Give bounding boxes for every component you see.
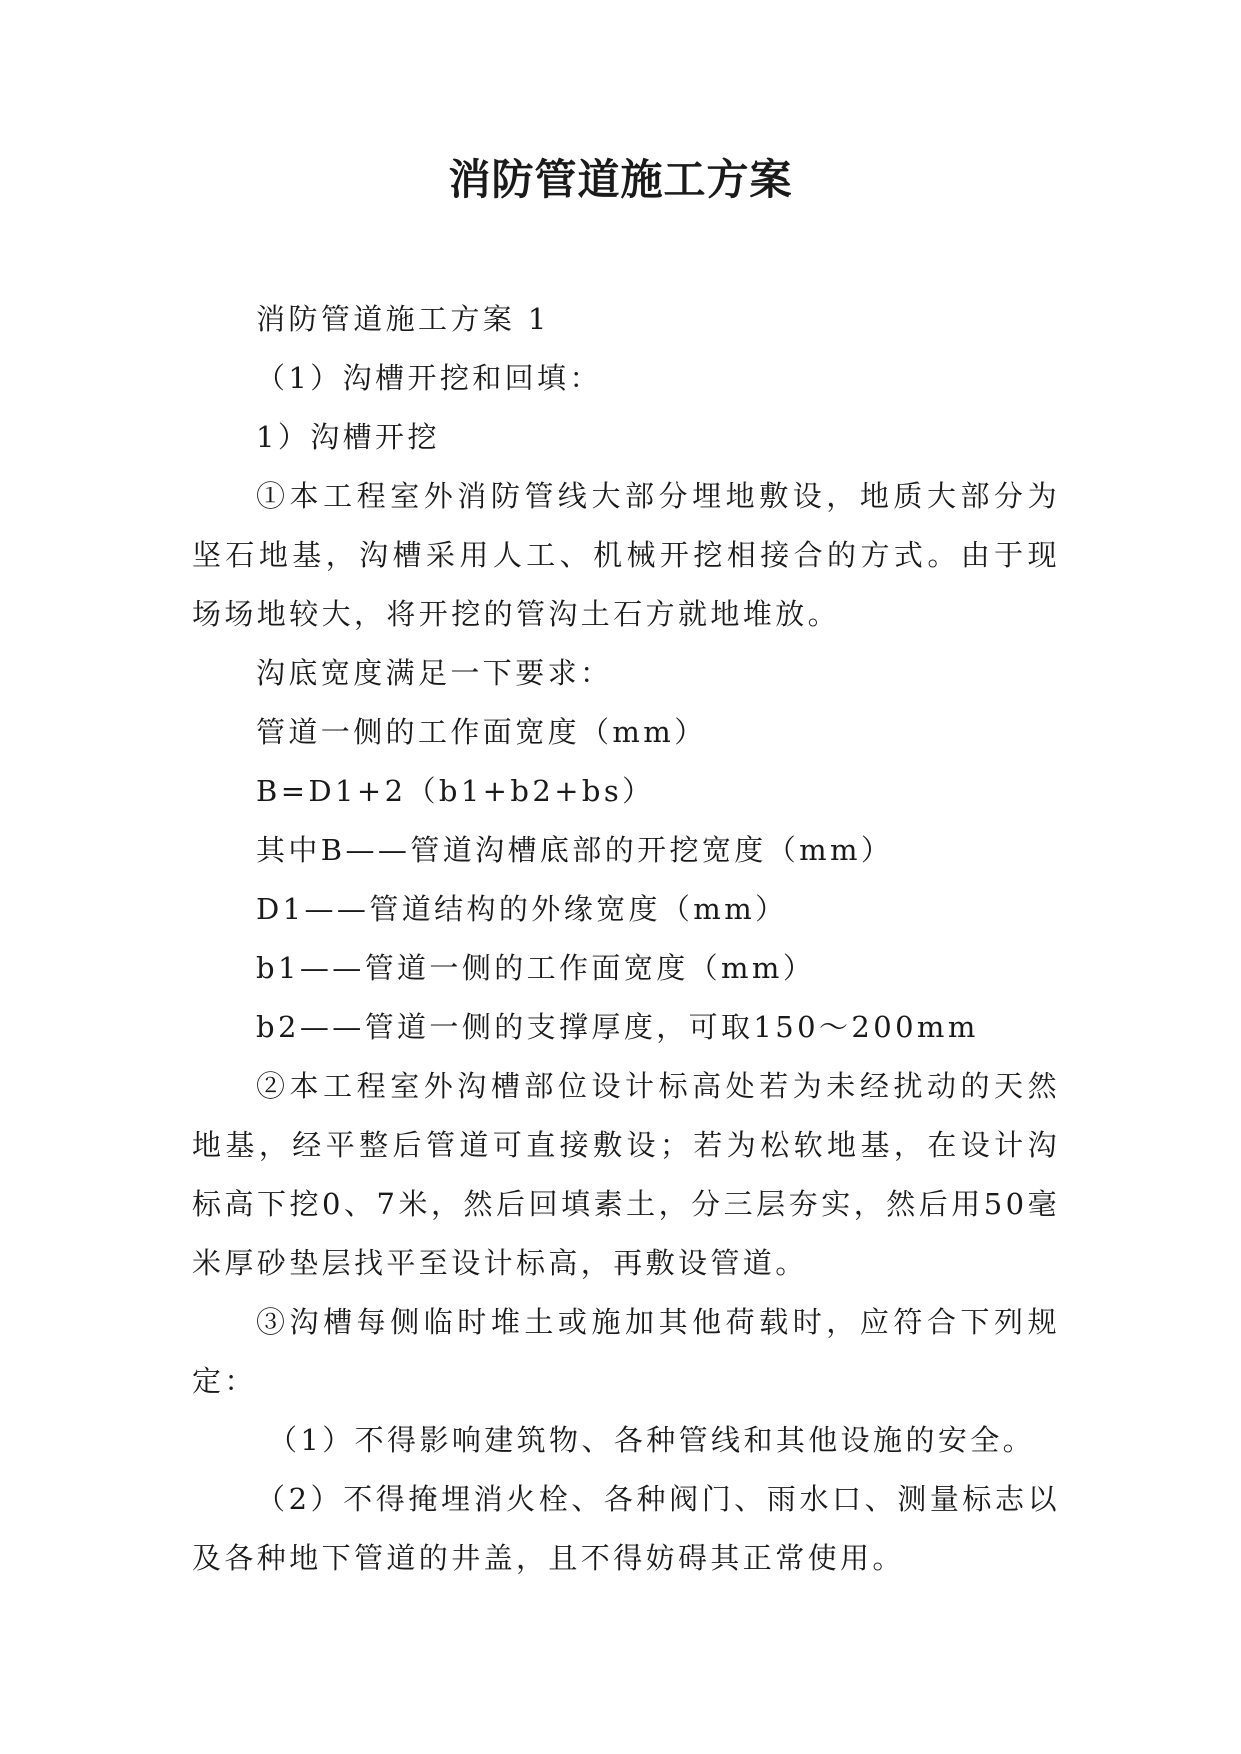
- section-heading: 消防管道施工方案 1: [256, 302, 550, 336]
- list-item: （1）不得影响建筑物、各种管线和其他设施的安全。: [268, 1423, 1036, 1457]
- list-item: （2）不得掩埋消火栓、各种阀门、雨水口、测量标志以及各种地下管道的井盖，且不得妨碍其正常使用。: [192, 1482, 1060, 1575]
- formula-definition: b1——管道一侧的工作面宽度（mm）: [256, 951, 816, 985]
- document-title: 消防管道施工方案: [448, 155, 793, 204]
- formula-definition: b2——管道一侧的支撑厚度，可取150～200mm: [256, 1010, 979, 1044]
- body-paragraph: 沟底宽度满足一下要求：: [256, 656, 613, 690]
- formula-definition: 其中B——管道沟槽底部的开挖宽度（mm）: [256, 833, 894, 867]
- body-paragraph: ②本工程室外沟槽部位设计标高处若为未经扰动的天然地基，经平整后管道可直接敷设；若为松软地基，在设计沟标高下挖0、7米，然后回填素土，分三层夯实，然后用50毫米厚砂垫层找平至设计标高，再敷设管道。: [192, 1069, 1060, 1280]
- body-paragraph: ③沟槽每侧临时堆土或施加其他荷载时，应符合下列规定：: [192, 1305, 1060, 1398]
- formula-line: B=D1+2（b1+b2+bs）: [256, 774, 655, 808]
- formula-definition: D1——管道结构的外缘宽度（mm）: [256, 892, 788, 926]
- document-body: [192, 290, 1060, 1588]
- subsection-heading: （1）沟槽开挖和回填：: [256, 361, 602, 395]
- body-paragraph: ①本工程室外消防管线大部分埋地敷设，地质大部分为坚石地基，沟槽采用人工、机械开挖相接合的方式。由于现场场地较大，将开挖的管沟土石方就地堆放。: [192, 479, 1060, 631]
- subsection-heading: 1）沟槽开挖: [256, 420, 440, 454]
- body-paragraph: 管道一侧的工作面宽度（mm）: [256, 715, 707, 749]
